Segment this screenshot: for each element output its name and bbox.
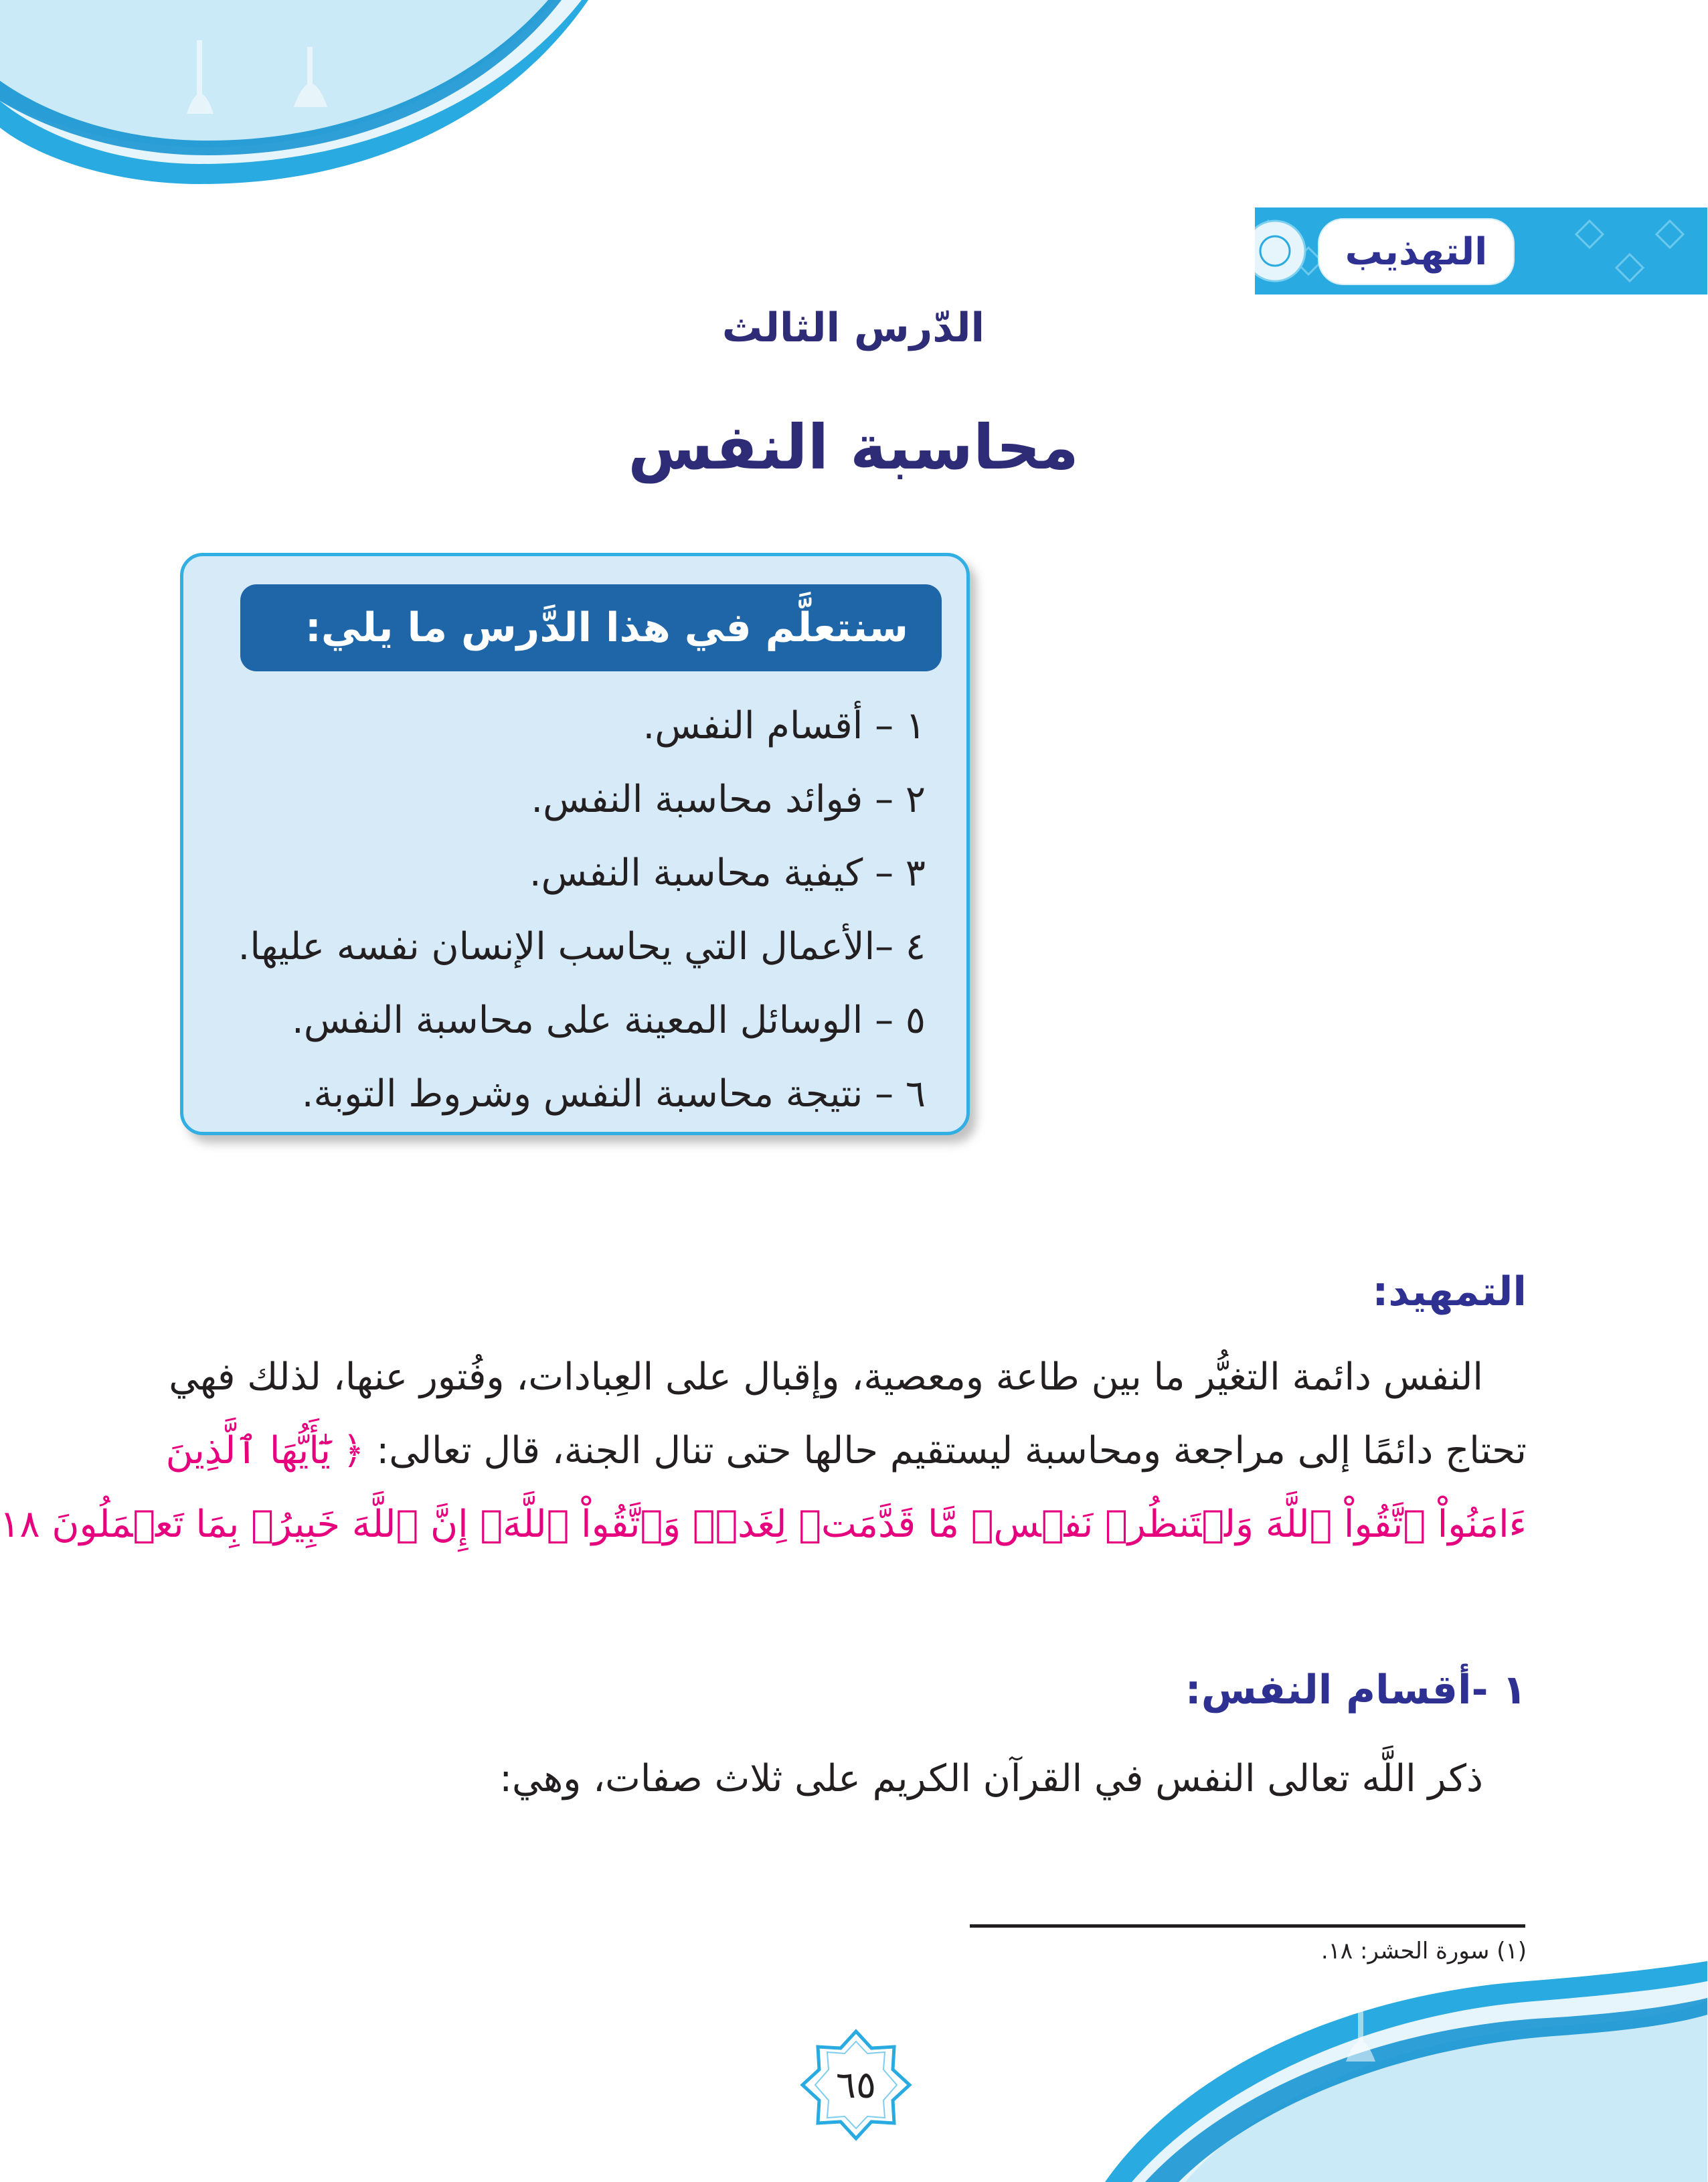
intro-paragraph-line	[166, 1429, 1527, 1473]
intro-paragraph-line	[0, 1503, 1527, 1546]
intro-heading: التمهيد:	[1373, 1268, 1527, 1315]
objective-item: ٣ – كيفية محاسبة النفس.	[529, 851, 926, 895]
intro-text: تحتاج دائمًا إلى مراجعة ومحاسبة ليستقيم حالها حتى تنال الجنة، قال تعالى:	[365, 1429, 1527, 1473]
objectives-list	[230, 689, 926, 1131]
subject-label: التهذيب	[1345, 230, 1488, 274]
bottom-corner-decoration	[1106, 1961, 1708, 2182]
objective-item: ١ – أقسام النفس.	[643, 704, 926, 748]
objectives-header	[241, 584, 942, 671]
footnote: (١) سورة الحشر: ١٨.	[1321, 1938, 1527, 1964]
page-number: ٦٥	[836, 2063, 877, 2107]
subject-pill	[1320, 220, 1514, 284]
footnote-divider	[970, 1924, 1526, 1928]
section-heading: ١ -أقسام النفس:	[1185, 1667, 1527, 1713]
objective-item: ٦ – نتيجة محاسبة النفس وشروط التوبة.	[302, 1072, 926, 1116]
lesson-title: محاسبة النفس	[628, 412, 1080, 483]
quran-verse: ﴿ يَٰٓأَيُّهَا ٱلَّذِينَ	[166, 1429, 365, 1473]
objective-item: ٥ – الوسائل المعينة على محاسبة النفس.	[292, 999, 926, 1042]
quran-verse: ءَامَنُواْ ٱتَّقُواْ ٱللَّهَ وَلۡتَنظُرۡ نَفۡسٞ مَّا قَدَّمَتۡ لِغَدٖۖ وَٱتَّقُواْ ٱللَّهَۚ إِنَّ ٱللَّهَ خَبِيرُۢ بِمَا تَعۡمَلُونَ ١٨	[0, 1503, 1527, 1546]
intro-paragraph-line: النفس دائمة التغيُّر ما بين طاعة ومعصية، وإقبال على العِبادات، وفُتور عنها، لذلك فهي	[169, 1355, 1484, 1399]
lesson-number: الدّرس الثالث	[722, 305, 986, 351]
objective-item: ٤ –الأعمال التي يحاسب الإنسان نفسه عليها.	[238, 925, 926, 969]
objective-item: ٢ – فوائد محاسبة النفس.	[531, 778, 926, 821]
top-corner-decoration	[0, 0, 589, 194]
section-paragraph: ذكر اللَّه تعالى النفس في القرآن الكريم على ثلاث صفات، وهي:	[500, 1757, 1484, 1800]
objectives-title: سنتعلَّم في هذا الدَّرس ما يلي:	[305, 604, 909, 651]
